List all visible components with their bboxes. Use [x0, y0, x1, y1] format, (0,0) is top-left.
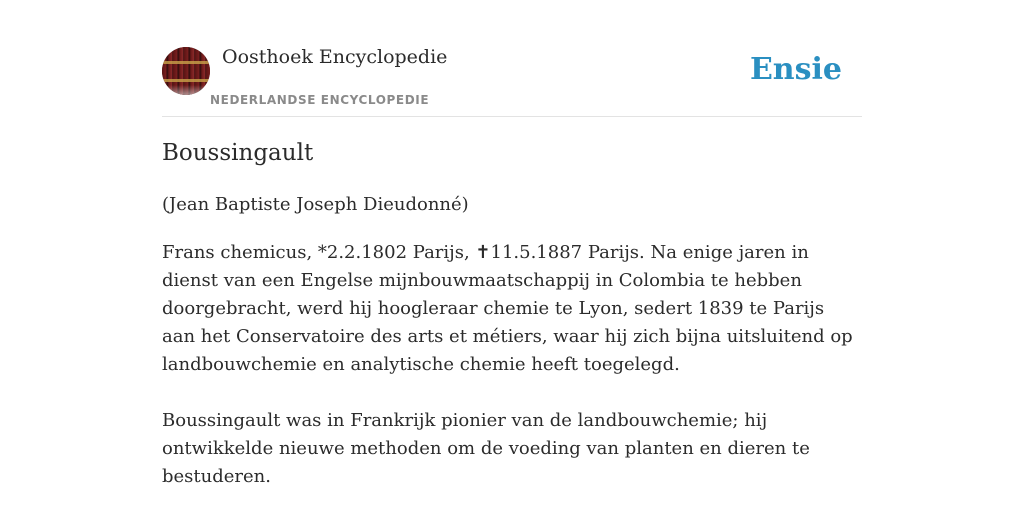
article-title: Boussingault [162, 140, 314, 166]
article-body [162, 239, 862, 519]
ensie-logo[interactable]: Ensie [749, 52, 842, 87]
article-paragraph: Frans chemicus, *2.2.1802 Parijs, ✝11.5.1887 Parijs. Na enige jaren in dienst van een Engelse mijnbouwmaatschappij in Colombia te hebben doorgebracht, werd hij hoogleraar chemie te Lyon, sedert 1839 te Parijs aan het Conservatoire des arts et métiers, waar hij zich bijna uitsluitend op landbouwchemie en analytische chemie heeft toegelegd. [162, 242, 853, 375]
source-name-link[interactable]: Oosthoek Encyclopedie [222, 46, 448, 68]
site-header [162, 46, 862, 117]
source-subtitle: NEDERLANDSE ENCYCLOPEDIE [210, 93, 430, 107]
article-paragraph: Boussingault was in Frankrijk pionier van de landbouwchemie; hij ontwikkelde nieuwe methoden om de voeding van planten en dieren te bestuderen. [162, 410, 810, 487]
encyclopedia-avatar[interactable] [162, 47, 210, 95]
article-subtitle: (Jean Baptiste Joseph Dieudonné) [162, 194, 469, 215]
